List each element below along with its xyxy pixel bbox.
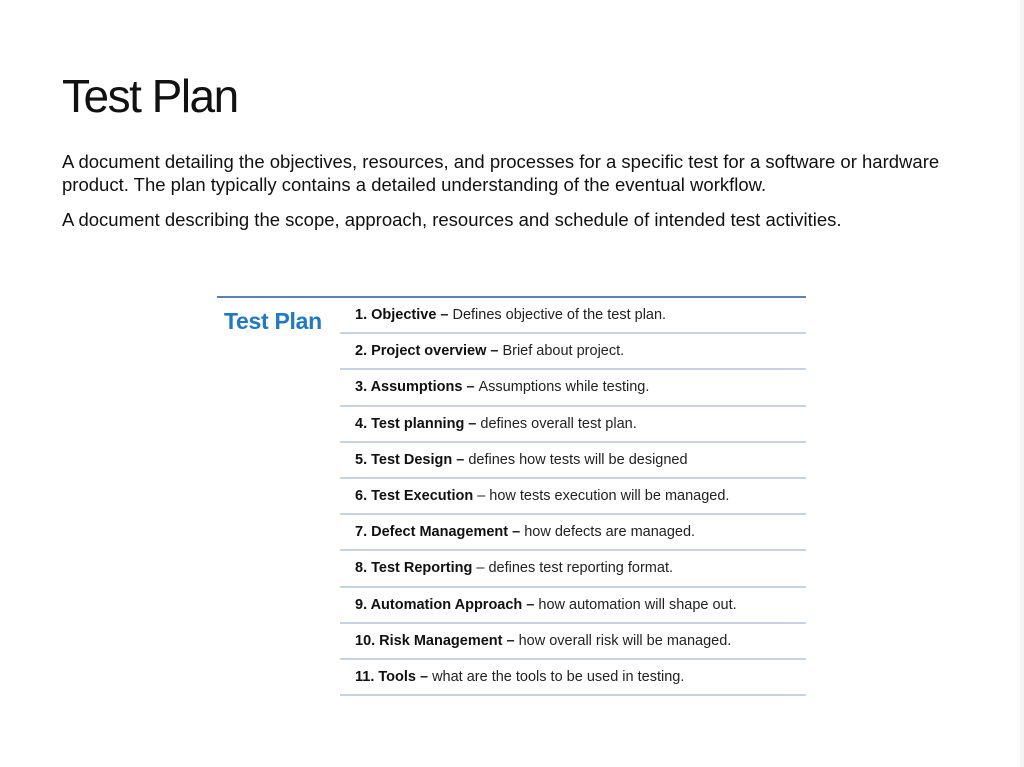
item-term: 4. Test planning (355, 415, 465, 432)
test-plan-graphic (217, 296, 807, 698)
item-separator: – (490, 343, 499, 360)
item-description: how automation will shape out. (538, 596, 737, 613)
list-item (340, 370, 806, 406)
item-separator: – (477, 488, 486, 505)
item-description: Defines objective of the test plan. (452, 307, 667, 324)
item-separator: – (468, 415, 477, 432)
item-separator: – (526, 596, 535, 613)
list-item (340, 660, 806, 696)
item-separator: – (476, 560, 485, 577)
item-term: 11. Tools (355, 668, 416, 685)
paragraph-definition-2: A document describing the scope, approach, resources and schedule of intended test activities. (62, 209, 842, 230)
item-description: how overall risk will be managed. (518, 632, 732, 649)
list-item (340, 515, 806, 551)
item-description: defines how tests will be designed (468, 451, 688, 468)
paragraph-definition-1: A document detailing the objectives, resources, and processes for a specific test for a software or hardware product. The plan typically contains a detailed understanding of the eventual workflow. (62, 151, 940, 195)
test-plan-list (340, 298, 806, 696)
item-description: Brief about project. (502, 343, 625, 360)
item-term: 3. Assumptions (355, 379, 463, 396)
item-separator: – (506, 632, 515, 649)
list-item (340, 334, 806, 370)
slide-edge (1020, 0, 1024, 767)
item-description: defines test reporting format. (488, 560, 674, 577)
slide-body (62, 150, 992, 243)
item-description: how tests execution will be managed. (489, 488, 730, 505)
list-item (340, 479, 806, 515)
list-item (340, 551, 806, 587)
item-term: 8. Test Reporting (355, 560, 473, 577)
item-description: Assumptions while testing. (478, 379, 650, 396)
item-description: defines overall test plan. (480, 415, 637, 432)
item-description: what are the tools to be used in testing. (432, 668, 685, 685)
list-item (340, 443, 806, 479)
list-item (340, 588, 806, 624)
item-term: 2. Project overview (355, 343, 487, 360)
item-separator: – (419, 668, 429, 685)
item-separator: – (456, 451, 465, 468)
graphic-label: Test Plan (224, 308, 322, 334)
item-term: 9. Automation Approach (355, 596, 523, 613)
item-term: 1. Objective (355, 307, 437, 324)
item-term: 5. Test Design (355, 451, 453, 468)
list-item (340, 298, 806, 334)
list-item (340, 624, 806, 660)
item-description: how defects are managed. (524, 524, 696, 541)
item-separator: – (512, 524, 521, 541)
list-item (340, 407, 806, 443)
item-term: 7. Defect Management (355, 524, 509, 541)
item-separator: – (440, 307, 449, 324)
item-separator: – (466, 379, 475, 396)
item-term: 10. Risk Management (355, 632, 503, 649)
item-term: 6. Test Execution (355, 488, 474, 505)
slide-title: Test Plan (62, 70, 238, 122)
